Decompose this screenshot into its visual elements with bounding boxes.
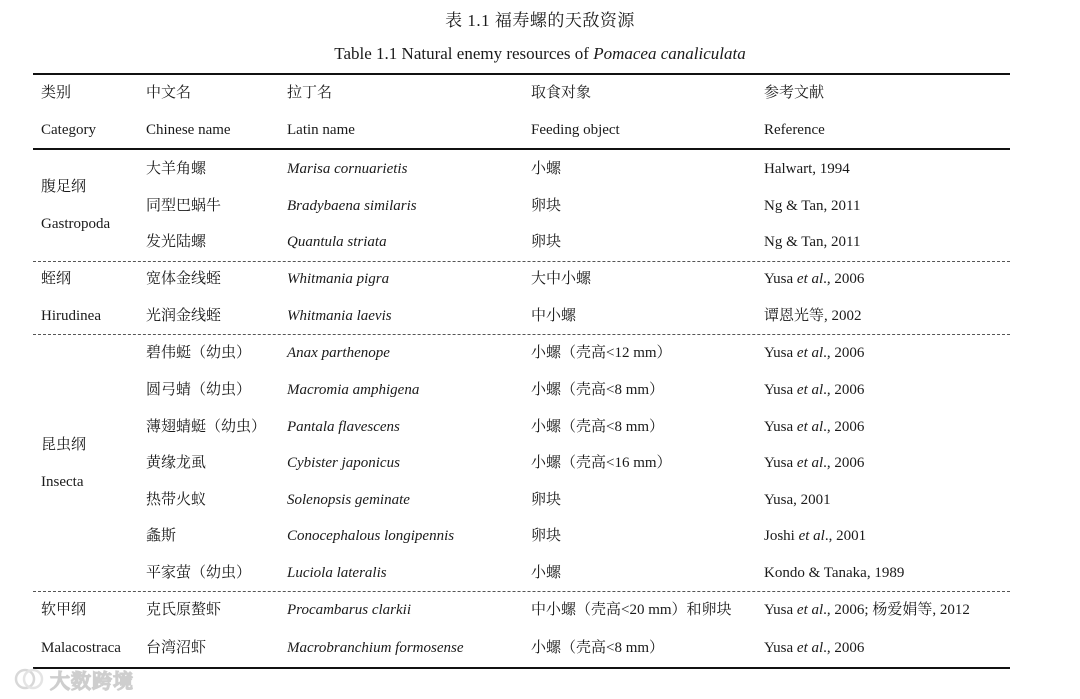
reference-italic: et al: [796, 271, 824, 287]
feeding-object: 小螺（壳高<16 mm）: [531, 455, 672, 471]
reference-tail: ., 2006: [823, 455, 865, 471]
feeding-object: 小螺（壳高<8 mm）: [531, 419, 665, 435]
reference: [764, 639, 864, 657]
header-reference-cn: 参考文献: [764, 85, 825, 101]
table-title-en-species: Pomacea canaliculata: [593, 44, 746, 63]
reference-italic: et al: [796, 455, 824, 471]
chinese-name: 薄翅蜻蜓（幼虫）: [146, 419, 267, 435]
latin-name: Macrobranchium formosense: [287, 640, 464, 656]
reference-tail: ., 2006: [823, 345, 865, 361]
reference-text: Yusa: [764, 382, 797, 398]
reference-text: Yusa: [764, 640, 797, 656]
group-label-cn: 腹足纲: [41, 179, 87, 195]
chinese-name: 碧伟蜓（幼虫）: [146, 345, 252, 361]
feeding-object: 卵块: [531, 198, 562, 214]
feeding-object: 中小螺（壳高<20 mm）和卵块: [531, 602, 732, 618]
group-label-en: Malacostraca: [41, 640, 121, 656]
chinese-name: 圆弓蜻（幼虫）: [146, 382, 252, 398]
group-divider-3: [33, 591, 1010, 592]
chinese-name: 黄缘龙虱: [146, 455, 207, 471]
latin-name: Whitmania pigra: [287, 271, 390, 287]
group-label-cn: 软甲纲: [41, 602, 87, 618]
group-label-cn: 昆虫纲: [41, 437, 87, 453]
reference-text: Yusa: [764, 455, 797, 471]
reference-italic: et al: [796, 382, 824, 398]
header-feeding-object-en: Feeding object: [531, 122, 620, 138]
reference-italic: et al: [796, 602, 824, 618]
header-category-en: Category: [41, 122, 96, 138]
reference: [764, 527, 866, 545]
group-label-cn: 蛭纲: [41, 271, 72, 287]
group-label-en: Gastropoda: [41, 216, 111, 232]
reference-text: Ng & Tan, 2011: [764, 234, 861, 250]
latin-name: Cybister japonicus: [287, 455, 400, 471]
chinese-name: 大羊角螺: [146, 161, 207, 177]
header-latin-name-cn: 拉丁名: [287, 85, 333, 101]
chinese-name: 热带火蚁: [146, 492, 207, 508]
reference-italic: et al: [796, 419, 824, 435]
chinese-name: 同型巴蜗牛: [146, 198, 222, 214]
header-latin-name-en: Latin name: [287, 122, 355, 138]
header-reference-en: Reference: [764, 122, 825, 138]
latin-name: Macromia amphigena: [287, 382, 420, 398]
latin-name: Bradybaena similaris: [287, 198, 417, 214]
reference-tail: ., 2006: [823, 271, 865, 287]
reference: [764, 344, 864, 362]
reference-tail: ., 2006; 杨爱娟等, 2012: [823, 602, 970, 618]
group-label-en: Insecta: [41, 474, 84, 490]
chinese-name: 发光陆螺: [146, 234, 207, 250]
feeding-object: 中小螺: [531, 308, 577, 324]
reference-text: 谭恩光等, 2002: [764, 308, 862, 324]
watermark: [14, 666, 134, 692]
chinese-name: 宽体金线蛭: [146, 271, 222, 287]
table-bottom-rule: [33, 667, 1010, 669]
header-bottom-rule: [33, 148, 1010, 150]
reference: [764, 454, 864, 472]
table-title-en: [0, 44, 1080, 64]
chinese-name: 光润金线蛭: [146, 308, 222, 324]
reference-text: Yusa: [764, 419, 797, 435]
latin-name: Quantula striata: [287, 234, 387, 250]
latin-name: Procambarus clarkii: [287, 602, 412, 618]
reference: [764, 601, 970, 619]
reference: [764, 197, 860, 215]
reference-text: Halwart, 1994: [764, 161, 850, 177]
reference-italic: et al: [798, 528, 825, 544]
feeding-object: 小螺（壳高<12 mm）: [531, 345, 672, 361]
watermark-logo-icon: [14, 667, 44, 691]
reference-italic: et al: [796, 640, 824, 656]
group-divider-2: [33, 334, 1010, 335]
reference-tail: ., 2001: [824, 528, 867, 544]
reference-tail: ., 2006: [823, 382, 865, 398]
reference-text: Yusa: [764, 602, 797, 618]
latin-name: Pantala flavescens: [287, 419, 400, 435]
reference: [764, 418, 864, 436]
reference: [764, 233, 860, 251]
group-divider-1: [33, 261, 1010, 262]
chinese-name: 台湾沼虾: [146, 640, 207, 656]
feeding-object: 卵块: [531, 492, 562, 508]
reference-text: Yusa: [764, 345, 797, 361]
header-category-cn: 类别: [41, 85, 72, 101]
latin-name: Conocephalous longipennis: [287, 528, 455, 544]
reference-tail: ., 2006: [823, 419, 865, 435]
feeding-object: 小螺: [531, 161, 562, 177]
feeding-object: 卵块: [531, 528, 562, 544]
feeding-object: 小螺（壳高<8 mm）: [531, 640, 665, 656]
chinese-name: 平家萤（幼虫）: [146, 565, 252, 581]
latin-name: Marisa cornuarietis: [287, 161, 408, 177]
feeding-object: 小螺: [531, 565, 562, 581]
reference-text: Yusa: [764, 271, 797, 287]
reference: [764, 270, 864, 288]
latin-name: Whitmania laevis: [287, 308, 392, 324]
reference-text: Yusa, 2001: [764, 492, 831, 508]
reference: [764, 160, 850, 178]
header-chinese-name-cn: 中文名: [146, 85, 192, 101]
table-top-rule: [33, 73, 1010, 75]
reference-text: Kondo & Tanaka, 1989: [764, 565, 905, 581]
group-label-en: Hirudinea: [41, 308, 101, 324]
reference-tail: ., 2006: [823, 640, 865, 656]
header-chinese-name-en: Chinese name: [146, 122, 231, 138]
reference-text: Ng & Tan, 2011: [764, 198, 861, 214]
reference: [764, 307, 862, 325]
feeding-object: 小螺（壳高<8 mm）: [531, 382, 665, 398]
chinese-name: 螽斯: [146, 528, 177, 544]
feeding-object: 卵块: [531, 234, 562, 250]
reference: [764, 491, 831, 509]
feeding-object: 大中小螺: [531, 271, 592, 287]
latin-name: Solenopsis geminate: [287, 492, 410, 508]
latin-name: Luciola lateralis: [287, 565, 387, 581]
reference-text: Joshi: [764, 528, 799, 544]
table-title-en-prefix: Table 1.1 Natural enemy resources of: [334, 44, 594, 63]
table-title-cn: 表 1.1 福寿螺的天敌资源: [445, 11, 635, 30]
reference-italic: et al: [796, 345, 824, 361]
reference: [764, 381, 864, 399]
header-feeding-object-cn: 取食对象: [531, 85, 592, 101]
reference: [764, 564, 904, 582]
latin-name: Anax parthenope: [287, 345, 390, 361]
watermark-text: 大数跨境: [50, 668, 134, 693]
chinese-name: 克氏原螯虾: [146, 602, 222, 618]
